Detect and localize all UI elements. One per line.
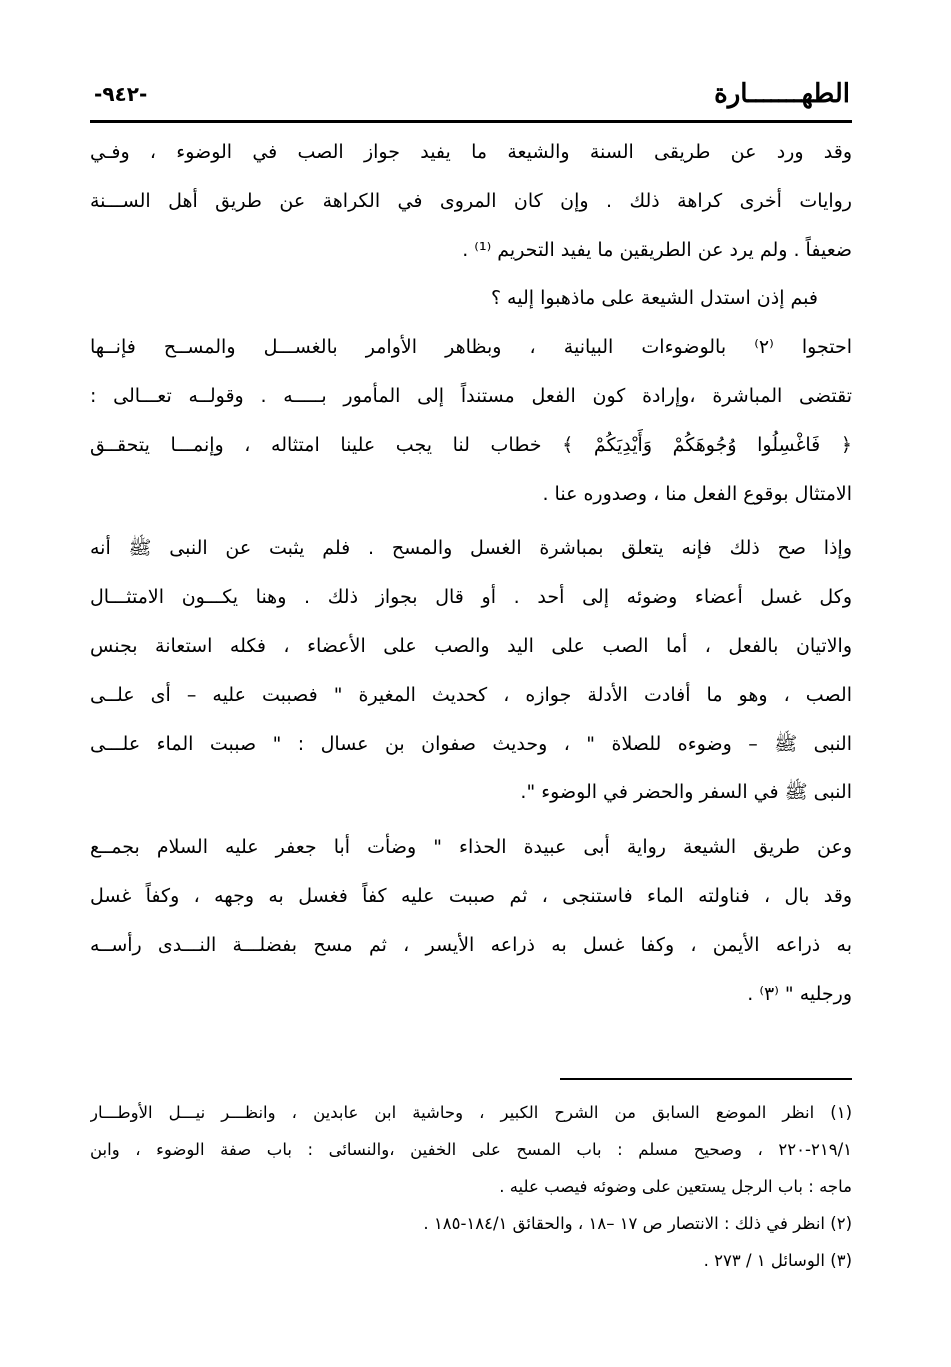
- header-rule: [90, 120, 852, 123]
- quran-verse-line: ﴿ فَاغْسِلُوا وُجُوهَكُمْ وَأَيْدِيَكُمْ ﴾ خطاب لنا يجب علينا امتثاله ، وإنمـــا يتحقــق: [90, 433, 852, 456]
- text-line: تقتضى المباشرة ،وإرادة كون الفعل مستنداً إلى المأمور بـــــه . وقولــه تعـــالى :: [90, 384, 852, 407]
- text-line: الامتثال بوقوع الفعل منا ، وصدوره عنا .: [542, 482, 852, 505]
- footnotes: [90, 1094, 852, 1279]
- text-line: احتجوا ⁽٢⁾ بالوضوءات البيانية ، وبظاهر الأوامر بالغســـل والمســح فإنــها: [90, 336, 852, 359]
- footnote-line: (٣) الوسائل ١ / ٢٧٣ .: [703, 1251, 852, 1270]
- footnote-line: ٢١٩/١-٢٢٠ ، وصحيح مسلم : باب المسح على الخفين ،والنسائى : باب صفة الوضوء ، وابن: [90, 1140, 852, 1159]
- text-line: وعن طريق الشيعة رواية أبى عبيدة الحذاء " وضأت أبا جعفر عليه السلام بجمــع: [90, 836, 852, 859]
- text-line: الصب ، وهو ما أفادت الأدلة جوازه ، كحديث المغيرة " فصببت عليه – أى علــى: [90, 683, 852, 706]
- text-line: وقد ورد عن طريقى السنة والشيعة ما يفيد جواز الصب في الوضوء ، وفـي: [90, 141, 852, 163]
- footnote-line: ماجه : باب الرجل يستعين على وضوئه فيصب عليه .: [499, 1177, 852, 1196]
- page-header: [92, 74, 850, 120]
- text-line: به ذراعه الأيمن ، وكفا غسل به ذراعه الأيسر ، ثم مسح بفضلـــة النـــدى رأســه: [90, 933, 852, 956]
- text-line: وقد بال ، فناولته الماء فاستنجى ، ثم صببت عليه كفاً فغسل به وجهه ، وكفاً غسل: [90, 884, 852, 907]
- text-line: النبى ﷺ في السفر والحضر في الوضوء ".: [520, 781, 852, 804]
- page-number: -٩٤٢-: [94, 82, 148, 106]
- text-line: والاتيان بالفعل ، أما الصب على اليد والصب على الأعضاء ، فكله استعانة بجنس: [90, 634, 852, 657]
- text-line: روايات أخرى كراهة ذلك . وإن كان المروى في الكراهة عن طريق أهل الســـنة: [90, 189, 852, 212]
- text-line: النبى ﷺ – وضوءه للصلاة " ، وحديث صفوان بن عسال : " صببت الماء علـــى: [90, 732, 852, 755]
- running-title: الطهـــــــارة: [714, 79, 850, 109]
- footnote-separator: [560, 1078, 852, 1080]
- footnote-line: (٢) انظر في ذلك : الانتصار ص ١٧ –١٨ ، والحقائق ١٨٤/١-١٨٥ .: [423, 1214, 852, 1233]
- text-line: ضعيفاً . ولم يرد عن الطريقين ما يفيد التحريم ⁽¹⁾ .: [462, 238, 852, 261]
- text-line: وإذا صح ذلك فإنه يتعلق بمباشرة الغسل والمسح . فلم يثبت عن النبى ﷺ أنه: [90, 537, 852, 560]
- footnote-line: (١) انظر الموضع السابق من الشرح الكبير ، وحاشية ابن عابدين ، وانظـــر نيـــل الأوطـــار: [90, 1103, 852, 1122]
- text-line: ورجليه " ⁽٣⁾ .: [747, 982, 852, 1005]
- text-line: وكل غسل أعضاء وضوئه إلى أحد . أو قال بجواز ذلك . وهنا يكـــون الامتثـــال: [90, 586, 852, 609]
- main-text: [90, 128, 852, 1018]
- text-line: فبم إذن استدل الشيعة على ماذهبوا إليه ؟: [490, 287, 818, 310]
